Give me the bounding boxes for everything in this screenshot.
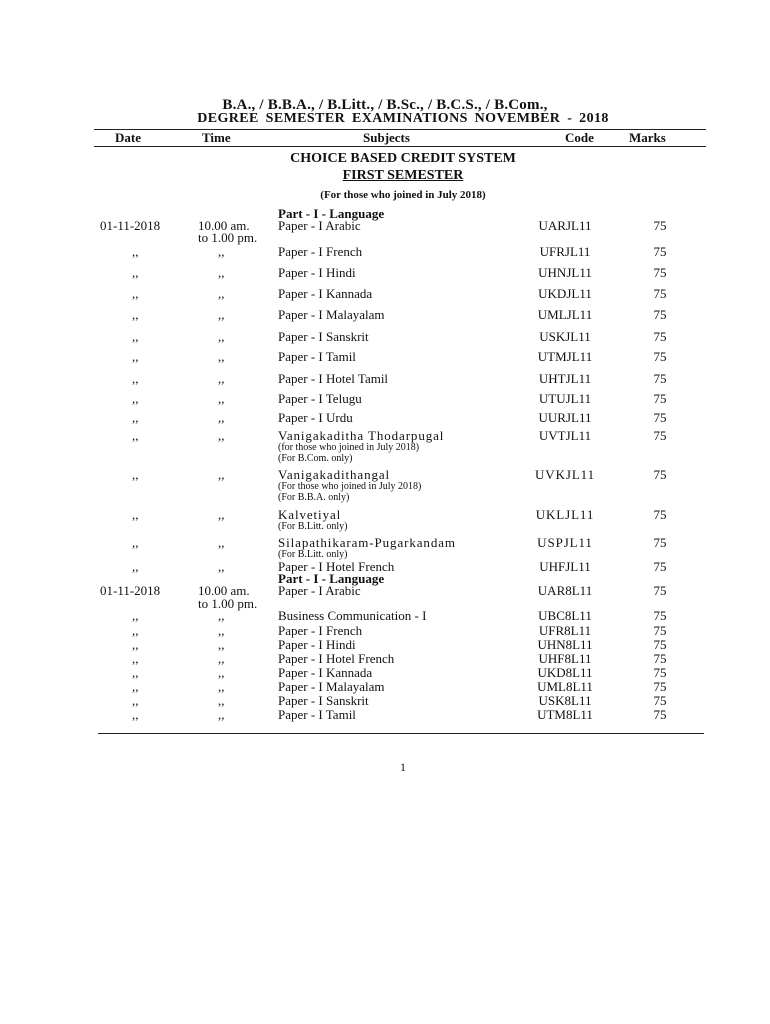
subject: Paper - I Hotel French (278, 651, 395, 666)
code: UVTJL11 (538, 428, 592, 443)
code: UARJL11 (538, 218, 592, 233)
subject-note: (For B.Litt. only) (278, 549, 348, 560)
table-row (0, 391, 770, 407)
bottom-rule (98, 733, 704, 734)
marks: 75 (653, 410, 667, 425)
subject: Paper - I Urdu (278, 410, 353, 425)
table-row (0, 371, 770, 387)
table-row (0, 244, 770, 260)
ditto-date: ,, (132, 651, 139, 666)
ditto-time: ,, (218, 707, 225, 722)
subject: Paper - I Hindi (278, 265, 356, 280)
subject: Silapathikaram-Pugarkandam (278, 535, 456, 550)
subject-note: (for those who joined in July 2018) (278, 442, 420, 453)
section-title-semester: FIRST SEMESTER (342, 168, 464, 183)
marks: 75 (653, 391, 667, 406)
ditto-date: ,, (132, 371, 139, 386)
code: USKJL11 (539, 329, 591, 344)
header-exam-title: DEGREE SEMESTER EXAMINATIONS NOVEMBER - 2018 (197, 111, 609, 126)
ditto-date: ,, (132, 535, 139, 550)
header-degree-list: B.A., / B.B.A., / B.Litt., / B.Sc., / B.C.S., / B.Com., (222, 97, 548, 113)
code: UKLJL11 (535, 507, 595, 522)
code: USPJL11 (537, 535, 593, 550)
code: UBC8L11 (538, 608, 592, 623)
ditto-date: ,, (132, 391, 139, 406)
group2-heading: Part - I - Language (278, 571, 385, 586)
marks: 75 (653, 507, 667, 522)
ditto-time: ,, (218, 507, 225, 522)
table-row (0, 286, 770, 302)
marks: 75 (653, 329, 667, 344)
ditto-time: ,, (218, 410, 225, 425)
col-header-date: Date (115, 130, 141, 145)
exam-date: 01-11-2018 (100, 218, 161, 233)
marks: 75 (653, 218, 667, 233)
marks: 75 (653, 535, 667, 550)
marks: 75 (653, 467, 667, 482)
header-rule (94, 146, 706, 147)
code: UTMJL11 (537, 349, 593, 364)
section-subtitle: (For those who joined in July 2018) (320, 189, 486, 201)
subject: Vanigakaditha Thodarpugal (278, 428, 445, 443)
subject: Business Communication - I (278, 608, 427, 623)
code: UHN8L11 (537, 637, 593, 652)
code: UMLJL11 (537, 307, 593, 322)
ditto-date: ,, (132, 286, 139, 301)
note-row (0, 490, 770, 506)
code: UFRJL11 (539, 244, 591, 259)
ditto-time: ,, (218, 265, 225, 280)
marks: 75 (653, 559, 667, 574)
exam-date: 01-11-2018 (100, 583, 161, 598)
ditto-time: ,, (218, 637, 225, 652)
ditto-date: ,, (132, 467, 139, 482)
exam-time-end: to 1.00 pm. (198, 230, 258, 245)
exam-time: 10.00 am. (198, 218, 250, 233)
subject: Paper - I Arabic (278, 583, 361, 598)
code: UTM8L11 (537, 707, 593, 722)
subject: Paper - I Telugu (278, 391, 362, 406)
subject: Paper - I Tamil (278, 707, 356, 722)
note-row (0, 519, 770, 535)
marks: 75 (653, 428, 667, 443)
subject: Kalvetiyal (278, 507, 342, 522)
marks: 75 (653, 608, 667, 623)
marks: 75 (653, 651, 667, 666)
ditto-time: ,, (218, 679, 225, 694)
code: UTUJL11 (538, 391, 592, 406)
subject: Paper - I Hotel Tamil (278, 371, 389, 386)
ditto-time: ,, (218, 329, 225, 344)
table-row (0, 608, 770, 624)
subject: Paper - I Kannada (278, 665, 373, 680)
marks: 75 (653, 583, 667, 598)
ditto-date: ,, (132, 637, 139, 652)
marks: 75 (653, 286, 667, 301)
code: UFR8L11 (538, 623, 592, 638)
ditto-time: ,, (218, 391, 225, 406)
marks: 75 (653, 265, 667, 280)
ditto-date: ,, (132, 559, 139, 574)
table-row (0, 329, 770, 345)
ditto-time: ,, (218, 286, 225, 301)
ditto-time: ,, (218, 349, 225, 364)
ditto-date: ,, (132, 410, 139, 425)
ditto-date: ,, (132, 665, 139, 680)
code: UVKJL11 (535, 467, 595, 482)
subject-note: (For B.Com. only) (278, 453, 353, 464)
ditto-date: ,, (132, 608, 139, 623)
subject: Paper - I Tamil (278, 349, 356, 364)
ditto-date: ,, (132, 349, 139, 364)
table-row (0, 410, 770, 426)
subject: Paper - I Malayalam (278, 679, 385, 694)
ditto-date: ,, (132, 428, 139, 443)
code: UAR8L11 (537, 583, 593, 598)
ditto-date: ,, (132, 307, 139, 322)
subject: Paper - I French (278, 623, 363, 638)
ditto-time: ,, (218, 371, 225, 386)
marks: 75 (653, 307, 667, 322)
code: UKD8L11 (537, 665, 593, 680)
ditto-time: ,, (218, 467, 225, 482)
ditto-time: ,, (218, 623, 225, 638)
subject-note: (For B.B.A. only) (278, 492, 350, 503)
table-row (0, 265, 770, 281)
code: UHTJL11 (538, 371, 592, 386)
marks: 75 (653, 707, 667, 722)
ditto-date: ,, (132, 693, 139, 708)
subject: Paper - I Sanskrit (278, 329, 369, 344)
col-header-subjects: Subjects (363, 130, 410, 145)
subject: Paper - I Sanskrit (278, 693, 369, 708)
subject-note: (For B.Litt. only) (278, 521, 348, 532)
marks: 75 (653, 349, 667, 364)
ditto-date: ,, (132, 507, 139, 522)
ditto-time: ,, (218, 244, 225, 259)
ditto-time: ,, (218, 428, 225, 443)
exam-time-end: to 1.00 pm. (198, 596, 258, 611)
table-row (0, 307, 770, 323)
subject: Paper - I French (278, 244, 363, 259)
ditto-time: ,, (218, 559, 225, 574)
marks: 75 (653, 244, 667, 259)
ditto-time: ,, (218, 535, 225, 550)
ditto-date: ,, (132, 623, 139, 638)
subject: Paper - I Arabic (278, 218, 361, 233)
marks: 75 (653, 371, 667, 386)
code: UHNJL11 (538, 265, 592, 280)
ditto-time: ,, (218, 608, 225, 623)
subject: Vanigakadithangal (278, 467, 391, 482)
subject: Paper - I Hindi (278, 637, 356, 652)
page-number: 1 (400, 760, 406, 774)
ditto-date: ,, (132, 265, 139, 280)
code: UKDJL11 (538, 286, 592, 301)
code: UHFJL11 (539, 559, 591, 574)
group1-heading: Part - I - Language (278, 206, 385, 221)
exam-time: 10.00 am. (198, 583, 250, 598)
table-row (0, 707, 770, 723)
col-header-time: Time (202, 130, 231, 145)
code: USK8L11 (538, 693, 592, 708)
subject: Paper - I Malayalam (278, 307, 385, 322)
col-header-marks: Marks (629, 130, 666, 145)
code: UML8L11 (537, 679, 593, 694)
col-header-code: Code (565, 130, 594, 145)
ditto-time: ,, (218, 665, 225, 680)
subject-note: (For those who joined in July 2018) (278, 481, 422, 492)
section-title-cbcs: CHOICE BASED CREDIT SYSTEM (290, 151, 516, 166)
ditto-time: ,, (218, 651, 225, 666)
ditto-date: ,, (132, 329, 139, 344)
subject: Paper - I Kannada (278, 286, 373, 301)
ditto-time: ,, (218, 307, 225, 322)
code: UHF8L11 (538, 651, 592, 666)
marks: 75 (653, 665, 667, 680)
marks: 75 (653, 693, 667, 708)
marks: 75 (653, 637, 667, 652)
marks: 75 (653, 623, 667, 638)
subject: Paper - I Hotel French (278, 559, 395, 574)
ditto-time: ,, (218, 693, 225, 708)
table-row (0, 349, 770, 365)
ditto-date: ,, (132, 679, 139, 694)
note-row (0, 451, 770, 467)
ditto-date: ,, (132, 707, 139, 722)
code: UURJL11 (538, 410, 592, 425)
ditto-date: ,, (132, 244, 139, 259)
marks: 75 (653, 679, 667, 694)
